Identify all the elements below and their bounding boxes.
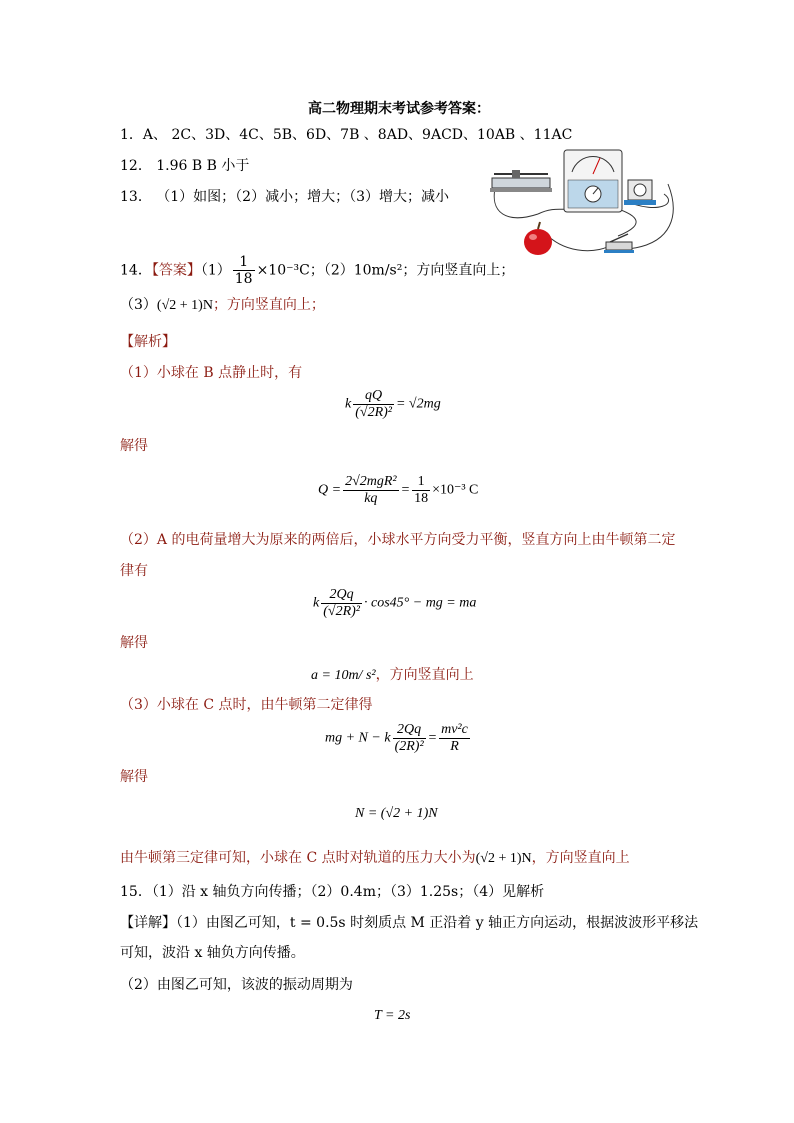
q15-detail-line1: 【详解】（1）由图乙可知，t = 0.5s 时刻质点 M 正沿着 y 轴正方向运动，根据波波形平移法	[120, 915, 699, 931]
answers-1-11: 1．A、 2C、3D、4C、5B、6D、7B 、8AD、9ACD、10AB 、11AC	[120, 127, 573, 143]
page-title: 高二物理期末考试参考答案：	[308, 101, 490, 117]
q14-line1: 14．【答案】（1） $\frac{1}{18}$ ×10⁻³C；（2）10m/s²；方向竖直向上；	[120, 254, 515, 287]
multimeter	[564, 150, 622, 212]
equation-6: N = (√2 + 1)N	[355, 806, 438, 821]
equation-4: a = 10m/ s²，方向竖直向上	[311, 667, 474, 683]
q14-line2: （3）(√2 + 1)N；方向竖直向上；	[120, 297, 325, 313]
step-3: （3）小球在 C 点时，由牛顿第二定律得	[120, 697, 373, 713]
solve-2: 解得	[120, 635, 148, 651]
answer-12: 12． 1.96 B B 小于	[120, 158, 250, 174]
step-2-line2: 律有	[120, 563, 148, 579]
galvanometer	[624, 180, 656, 205]
equation-7: T = 2s	[374, 1008, 411, 1023]
step-2-line1: （2）A 的电荷量增大为原来的两倍后，小球水平方向受力平衡，竖直方向上由牛顿第二定	[120, 532, 676, 548]
equation-1: k $\frac{qQ}{\text{(√2R)²}}$ = √2mg	[345, 388, 441, 420]
equation-2: Q = $\frac{\text{2√2mgR²}}{kq}$ = $\frac{1}{18}$ ×10⁻³ C	[318, 474, 479, 506]
apple-icon	[524, 222, 552, 255]
switch	[604, 234, 634, 253]
q15-detail-line3: （2）由图乙可知，该波的振动周期为	[120, 977, 353, 993]
step-3-conclusion: 由牛顿第三定律可知，小球在 C 点时对轨道的压力大小为(√2 + 1)N，方向竖直向上	[120, 850, 630, 866]
step-1: （1）小球在 B 点静止时，有	[120, 365, 303, 381]
circuit-figure	[488, 144, 680, 262]
answer-15: 15．（1）沿 x 轴负方向传播；（2）0.4m；（3）1.25s；（4）见解析	[120, 884, 545, 900]
solve-1: 解得	[120, 438, 148, 454]
rheostat	[490, 170, 552, 192]
analysis-tag: 【解析】	[120, 334, 176, 350]
equation-5: mg + N − k $\frac{2Qq}{\text{(2R)²}}$ = $\frac{\text{mv²c}}{R}$	[325, 722, 468, 754]
q15-detail-line2: 可知，波沿 x 轴负方向传播。	[120, 945, 305, 961]
answer-13: 13． （1）如图；（2）减小；增大；（3）增大；减小	[120, 189, 449, 205]
solve-3: 解得	[120, 769, 148, 785]
equation-3: k $\frac{2Qq}{\text{(√2R)²}}$ · cos45° − mg = ma	[313, 587, 477, 619]
